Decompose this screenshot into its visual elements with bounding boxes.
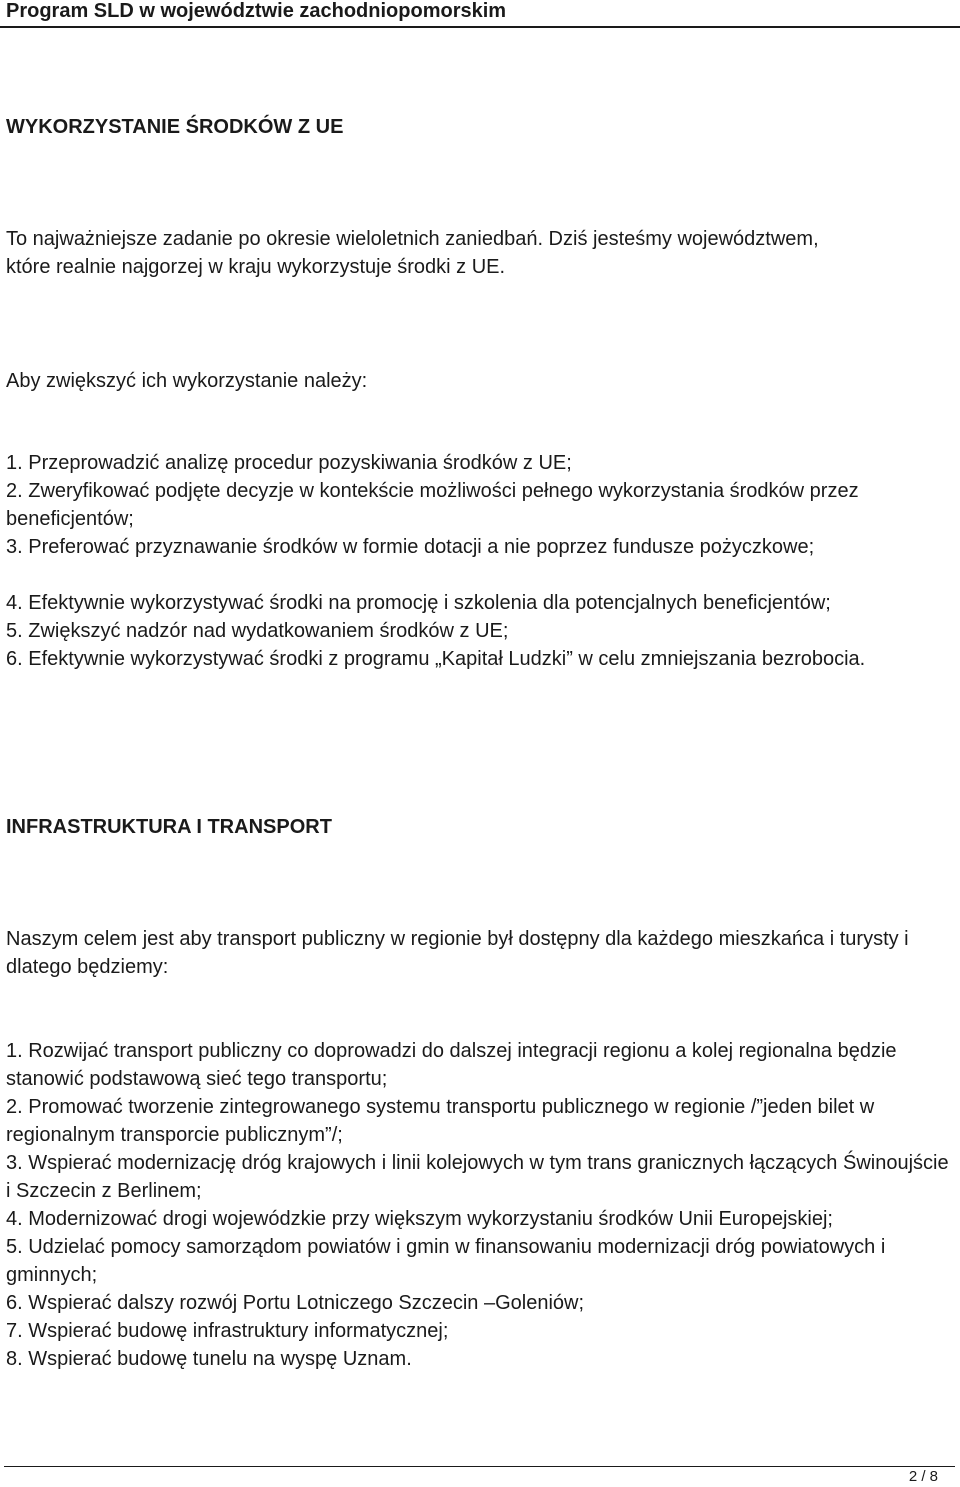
paragraph-line: które realnie najgorzej w kraju wykorzystuje środki z UE. (6, 256, 506, 278)
list-item: 5. Zwiększyć nadzór nad wydatkowaniem środków z UE; (6, 620, 509, 642)
page-header-title: Program SLD w województwie zachodniopomorskim (6, 0, 507, 22)
section-intro-infrastructure: Naszym celem jest aby transport publiczny w regionie był dostępny dla każdego mieszkańca i turysty i dlatego będziemy: (6, 928, 909, 978)
list-item: 1. Rozwijać transport publiczny co doprowadzi do dalszej integracji regionu a kolej regionalna będzie stanowić podstawową sieć tego transportu; (6, 1040, 897, 1090)
section-heading-eu-funds: WYKORZYSTANIE ŚRODKÓW Z UE (6, 116, 344, 138)
paragraph-line: To najważniejsze zadanie po okresie wieloletnich zaniedbań. Dziś jesteśmy województwem, (6, 228, 819, 250)
list-item: 6. Wspierać dalszy rozwój Portu Lotniczego Szczecin –Goleniów; (6, 1292, 585, 1314)
list-item: 2. Promować tworzenie zintegrowanego systemu transportu publicznego w regionie /”jeden bilet w regionalnym transporcie publicznym”/; (6, 1096, 875, 1146)
list-infrastructure (6, 1037, 951, 1373)
list-item: 7. Wspierać budowę infrastruktury informatycznej; (6, 1320, 449, 1342)
section-intro-eu-funds (6, 225, 951, 281)
list-item: 2. Zweryfikować podjęte decyzje w kontekście możliwości pełnego wykorzystania środków przez beneficjentów; (6, 480, 859, 530)
header-divider (0, 26, 960, 28)
list-item: 4. Efektywnie wykorzystywać środki na promocję i szkolenia dla potencjalnych beneficjentów; (6, 592, 831, 614)
page-number: 2 / 8 (908, 1468, 938, 1485)
list-item: 6. Efektywnie wykorzystywać środki z programu „Kapitał Ludzki” w celu zmniejszania bezrobocia. (6, 648, 866, 670)
list-eu-funds-continued (6, 589, 951, 673)
list-eu-funds (6, 449, 951, 561)
list-item: 8. Wspierać budowę tunelu na wyspę Uznam. (6, 1348, 412, 1370)
list-item: 3. Wspierać modernizację dróg krajowych i linii kolejowych w tym trans granicznych łączących Świnoujście i Szczecin z Berlinem; (6, 1152, 949, 1202)
list-item: 5. Udzielać pomocy samorządom powiatów i gmin w finansowaniu modernizacji dróg powiatowych i gminnych; (6, 1236, 886, 1286)
footer-divider (4, 1466, 955, 1467)
list-item: 3. Preferować przyznawanie środków w formie dotacji a nie poprzez fundusze pożyczkowe; (6, 536, 815, 558)
list-item: 4. Modernizować drogi wojewódzkie przy większym wykorzystaniu środków Unii Europejskiej; (6, 1208, 833, 1230)
list-lead-eu-funds: Aby zwiększyć ich wykorzystanie należy: (6, 370, 368, 392)
section-heading-infrastructure: INFRASTRUKTURA I TRANSPORT (6, 816, 332, 838)
list-item: 1. Przeprowadzić analizę procedur pozyskiwania środków z UE; (6, 452, 572, 474)
